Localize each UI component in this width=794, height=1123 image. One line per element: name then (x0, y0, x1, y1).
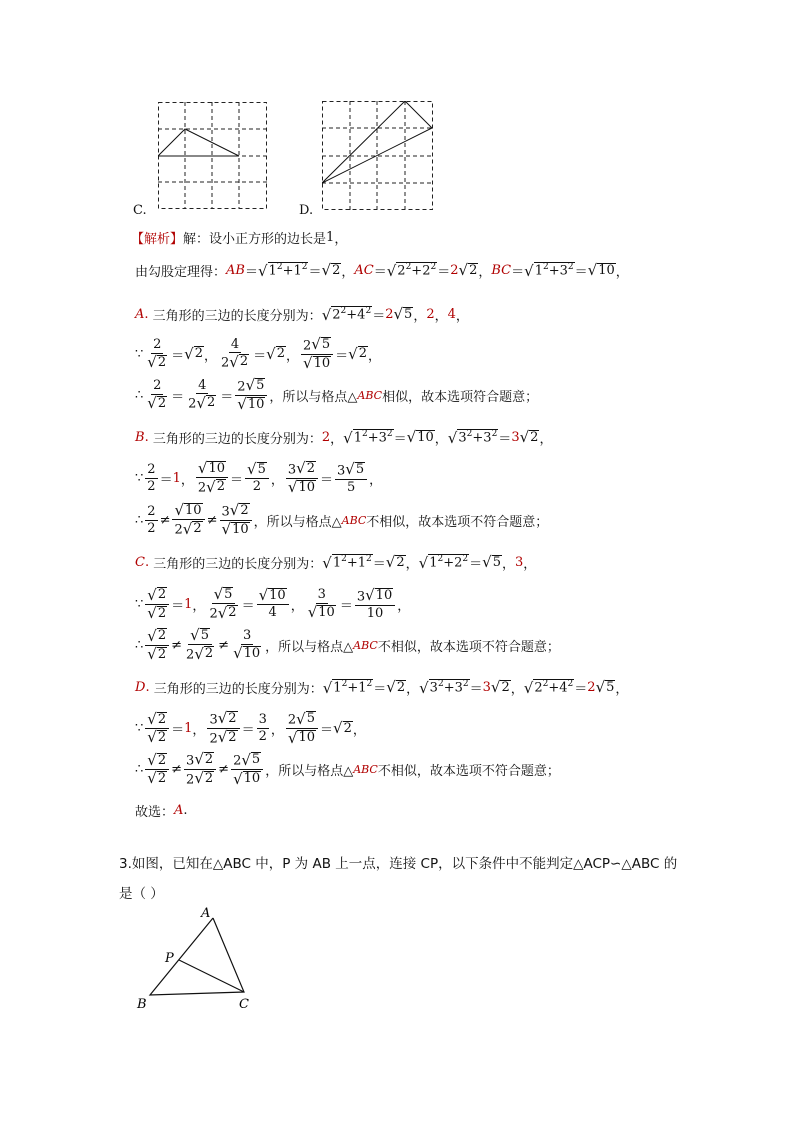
pythagoras-line: 由勾股定理得： AB ＝ √ $1^2+1^2$ ＝ √ 2 ， AC ＝ √ $2^2+2^2$ ＝ 2 √ 2 ， BC ＝ √ $1^2+3^2$ ＝ √ 10 ， (135, 261, 629, 280)
label-b: B (137, 997, 147, 1012)
option-a-ratios: ∵ 2 √ 2 ＝ √ 2 ， 4 2 √ 2 ＝ √ 2 ， 2 √ 5 √ 10 ＝ √ 2 ， (135, 335, 381, 373)
option-b-ratios: ∵ $\frac{2}{2}$ ＝ 1 ， √ 10 2 √ 2 ＝ √ 5 2 ， 3 √ 2 √ 10 ＝ 3 √ 5 5 ， (135, 459, 383, 497)
analysis-intro: 【解析】 解：设小正方形的边长是 1 ， (131, 230, 348, 247)
grid-figure-d (322, 101, 434, 213)
triangle-d (322, 101, 432, 183)
option-d-label: D. (299, 203, 314, 218)
option-d-conclusion: ∴ √ 2 √ 2 ≠ 3 √ 2 2 √ 2 ≠ 2 √ 5 √ 10 ，所以与格点△ ABC 不相似，故本选项不符合题意； (135, 750, 560, 788)
option-a-conclusion: ∴ 2 √ 2 ＝ 4 2 √ 2 ＝ 2 √ 5 √ 10 ，所以与格点△ ABC 相似，故本选项符合题意； (135, 376, 539, 414)
label-a: A (201, 906, 211, 921)
option-b-conclusion: ∴ $\frac{2}{2}$ ≠ √ 10 2 √ 2 ≠ 3 √ 2 √ 10 ，所以与格点△ ABC 不相似，故本选项不符合题意； (135, 501, 549, 539)
label-c: C (239, 997, 249, 1012)
option-b-sides: B . 三角形的三边的长度分别为： 2 ， √ $1^2+3^2$ ＝ √ 10 ， √ $3^2+3^2$ ＝ 3 √ 2 ， (135, 428, 553, 447)
question-3-line2: 是（ ） (119, 886, 164, 902)
question-3-line1: 3.如图，已知在△ABC 中，P 为 AB 上一点，连接 CP，以下条件中不能判定△ACP∽△ABC 的 (119, 856, 678, 872)
segment-cp (179, 960, 244, 992)
triangle-figure (135, 904, 265, 1014)
option-c-label: C. (133, 203, 147, 218)
option-c-ratios: ∵ √ 2 √ 2 ＝ 1 ， √ 5 2 √ 2 ＝ √ 10 4 ， 3 √ 10 ＝ 3 √ 10 10 ， (135, 585, 411, 622)
answer-line: 故选： A . (135, 803, 188, 820)
label-p: P (165, 951, 174, 966)
option-d-sides: D . 三角形的三边的长度分别为： √ $1^2+1^2$ ＝ √ 2 ， √ $3^2+3^2$ ＝ 3 √ 2 ， √ $2^2+4^2$ ＝ 2 √ 5 ， (135, 678, 629, 697)
grid-figure-c (158, 102, 268, 212)
option-d-ratios: ∵ √ 2 √ 2 ＝ 1 ， 3 √ 2 2 √ 2 ＝ $\frac{3}{2}$ ， 2 √ 5 √ 10 ＝ √ 2 ， (135, 709, 366, 747)
option-c-conclusion: ∴ √ 2 √ 2 ≠ √ 5 2 √ 2 ≠ 3 √ 10 ，所以与格点△ ABC 不相似，故本选项不符合题意； (135, 626, 560, 663)
triangle-c (158, 129, 239, 156)
option-a-sides: A . 三角形的三边的长度分别为： √ $2^2+4^2$ ＝ 2 √ 5 ， 2 ， 4 ， (135, 305, 469, 324)
option-c-sides: C . 三角形的三边的长度分别为： √ $1^2+1^2$ ＝ √ 2 ， √ $1^2+2^2$ ＝ √ 5 ， 3 ， (135, 553, 537, 572)
